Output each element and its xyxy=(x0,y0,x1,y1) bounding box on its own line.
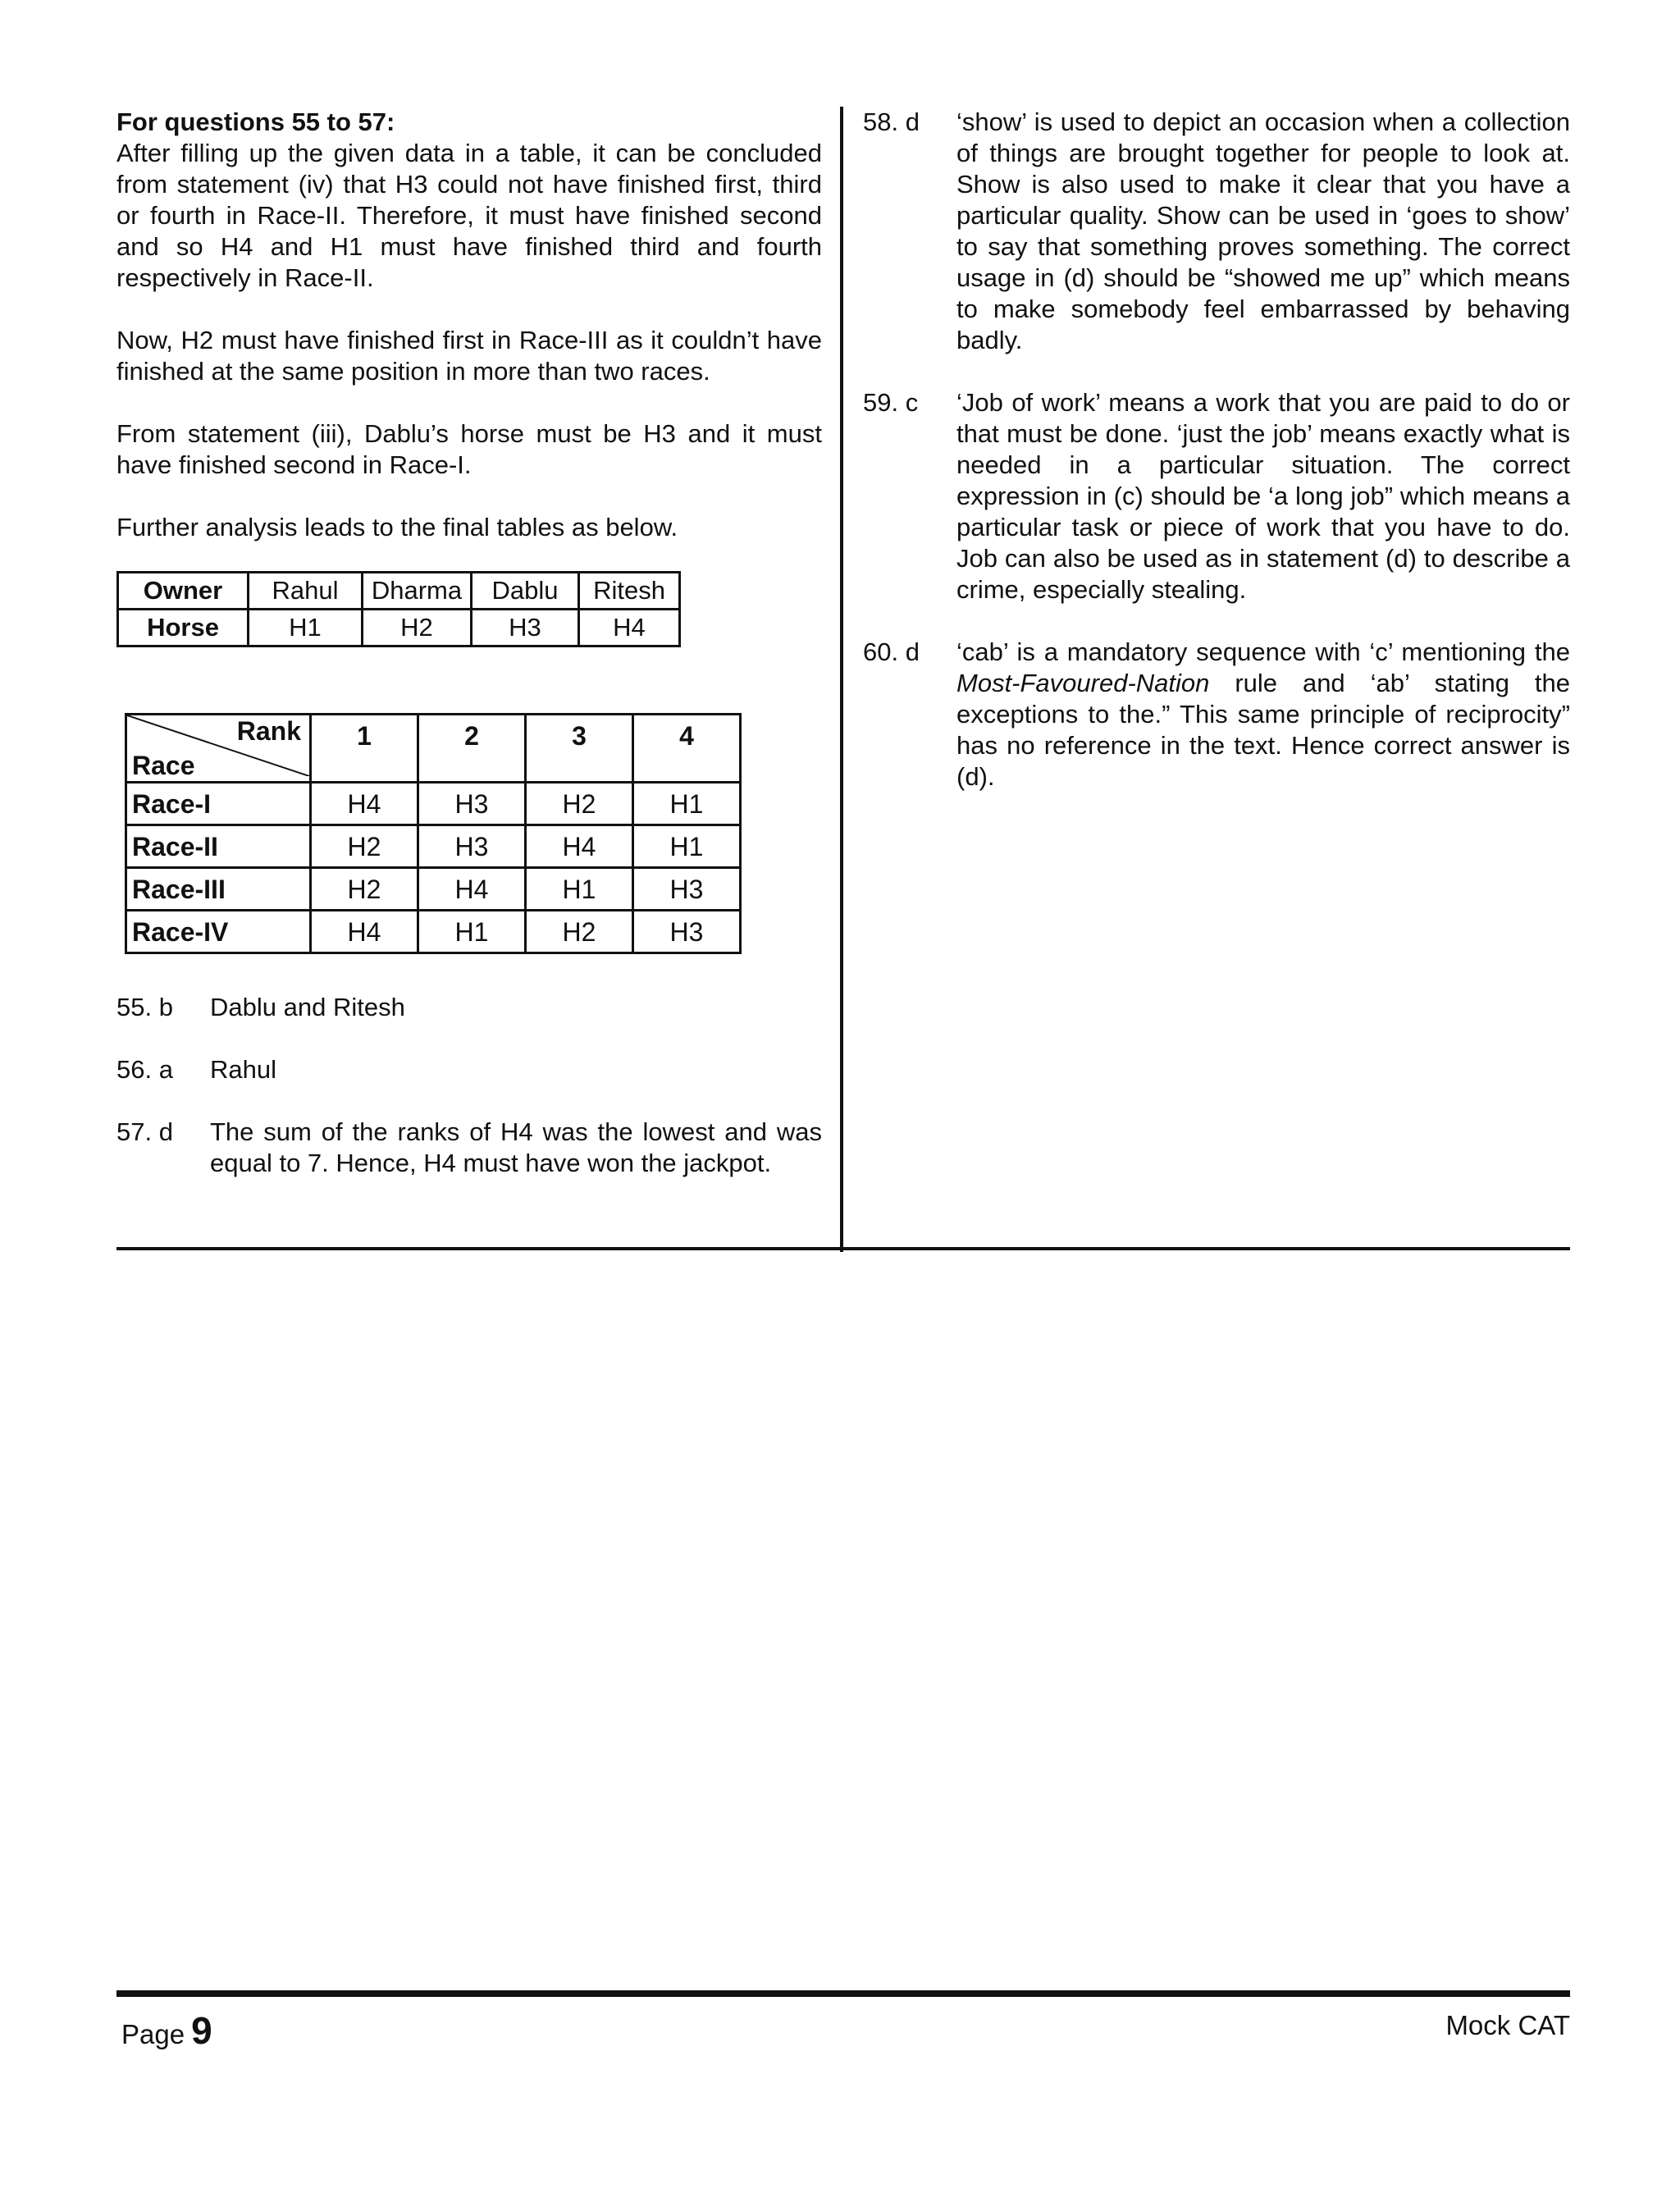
rank-header: 2 xyxy=(418,715,526,783)
table-cell: H1 xyxy=(633,825,741,868)
answer-item xyxy=(863,107,1570,356)
table-header-row xyxy=(126,715,741,783)
table-cell: Dablu xyxy=(472,573,579,610)
table-cell: H2 xyxy=(526,783,633,825)
table-cell: H1 xyxy=(526,868,633,911)
table-cell: H1 xyxy=(249,610,363,646)
race-name: Race-I xyxy=(126,783,311,825)
table-cell: H3 xyxy=(418,783,526,825)
table-row xyxy=(118,610,680,646)
left-column xyxy=(116,107,822,1210)
answer-text: ‘Job of work’ means a work that you are paid to do or that must be done. ‘just the job’ means exactly what is needed in a particular situation. The correct expression in (c) should be ‘a long job” which means a particular task or piece of work that you have to do. Job can also be used as in statement (d) to describe a crime, especially stealing. xyxy=(956,388,1570,604)
table-cell: H1 xyxy=(633,783,741,825)
table-cell: H4 xyxy=(311,911,418,953)
paragraph: From statement (iii), Dablu’s horse must be H3 and it must have finished second in Race-I. xyxy=(116,419,822,479)
table-cell: Ritesh xyxy=(579,573,680,610)
table-cell: H3 xyxy=(418,825,526,868)
table-cell: H2 xyxy=(526,911,633,953)
answer-item xyxy=(116,992,822,1023)
table-cell: H3 xyxy=(633,868,741,911)
answer-number: 55. b xyxy=(116,993,173,1021)
rank-header: 1 xyxy=(311,715,418,783)
section-divider xyxy=(116,1247,1570,1250)
table-row xyxy=(126,825,741,868)
answer-item xyxy=(116,1054,822,1085)
table-row xyxy=(126,911,741,953)
rank-header: 4 xyxy=(633,715,741,783)
answer-item xyxy=(863,387,1570,605)
race-rank-table xyxy=(125,713,742,954)
table-cell: H2 xyxy=(311,825,418,868)
table-cell: H4 xyxy=(526,825,633,868)
table-cell: H4 xyxy=(311,783,418,825)
answer-text: ‘show’ is used to depict an occasion when a collection of things are brought together for people to look at. Show is also used to make it clear that you have a particular quality. Show can be used in ‘goes to show’ to say that something proves something. The correct usage in (d) should be “showed me up” which means to make somebody feel embarrassed by behaving badly. xyxy=(956,107,1570,354)
paragraph: Now, H2 must have finished first in Race-III as it couldn’t have finished at the same position in more than two races. xyxy=(116,326,822,386)
italic-term: Most-Favoured-Nation xyxy=(956,669,1210,697)
page-indicator xyxy=(121,2008,212,2053)
answer-item xyxy=(116,1117,822,1179)
answer-text-part: rule and ‘ab’ stating the exceptions to the.” This same principle of reciprocity” has no reference in the text. Hence correct answer is (d). xyxy=(956,669,1570,791)
answer-text xyxy=(956,637,1570,793)
table-cell: H3 xyxy=(633,911,741,953)
answer-text: Dablu and Ritesh xyxy=(210,993,405,1021)
page-number: 9 xyxy=(191,2009,212,2052)
diagonal-header-cell xyxy=(126,715,311,783)
answer-number: 59. c xyxy=(863,388,919,417)
answer-item xyxy=(863,637,1570,793)
paragraph: After filling up the given data in a table, it can be concluded from statement (iv) that H3 could not have finished first, third or fourth in Race-II. Therefore, it must have finished second and so H4 and H1 must have finished third and fourth respectively in Race-II. xyxy=(116,139,822,292)
answer-number: 58. d xyxy=(863,107,920,136)
race-name: Race-III xyxy=(126,868,311,911)
race-label: Race xyxy=(132,751,195,780)
table-row xyxy=(126,868,741,911)
answer-text: Rahul xyxy=(210,1055,276,1084)
footer-title: Mock CAT xyxy=(1445,2010,1570,2040)
table-cell: H4 xyxy=(418,868,526,911)
table-cell: H2 xyxy=(363,610,472,646)
page-label: Page xyxy=(121,2019,185,2049)
table-cell: H3 xyxy=(472,610,579,646)
table-row xyxy=(126,783,741,825)
table-cell: Dharma xyxy=(363,573,472,610)
owner-horse-table xyxy=(116,571,681,647)
answer-text: The sum of the ranks of H4 was the lowest and was equal to 7. Hence, H4 must have won the jackpot. xyxy=(210,1117,822,1177)
table-cell: Rahul xyxy=(249,573,363,610)
paragraph: Further analysis leads to the final tables as below. xyxy=(116,513,678,541)
right-column xyxy=(863,107,1570,824)
answer-text-part: ‘cab’ is a mandatory sequence with ‘c’ mentioning the xyxy=(956,637,1570,666)
race-name: Race-IV xyxy=(126,911,311,953)
table-row xyxy=(118,573,680,610)
table-cell: H1 xyxy=(418,911,526,953)
footer-rule xyxy=(116,1990,1570,1997)
table-cell: H4 xyxy=(579,610,680,646)
rank-label: Rank xyxy=(236,716,301,746)
race-name: Race-II xyxy=(126,825,311,868)
answer-number: 57. d xyxy=(116,1117,173,1146)
table-cell: H2 xyxy=(311,868,418,911)
horse-label: Horse xyxy=(118,610,249,646)
owner-label: Owner xyxy=(118,573,249,610)
section-heading: For questions 55 to 57: xyxy=(116,107,395,136)
column-divider xyxy=(840,107,843,1252)
answer-number: 56. a xyxy=(116,1055,173,1084)
answer-number: 60. d xyxy=(863,637,920,666)
rank-header: 3 xyxy=(526,715,633,783)
